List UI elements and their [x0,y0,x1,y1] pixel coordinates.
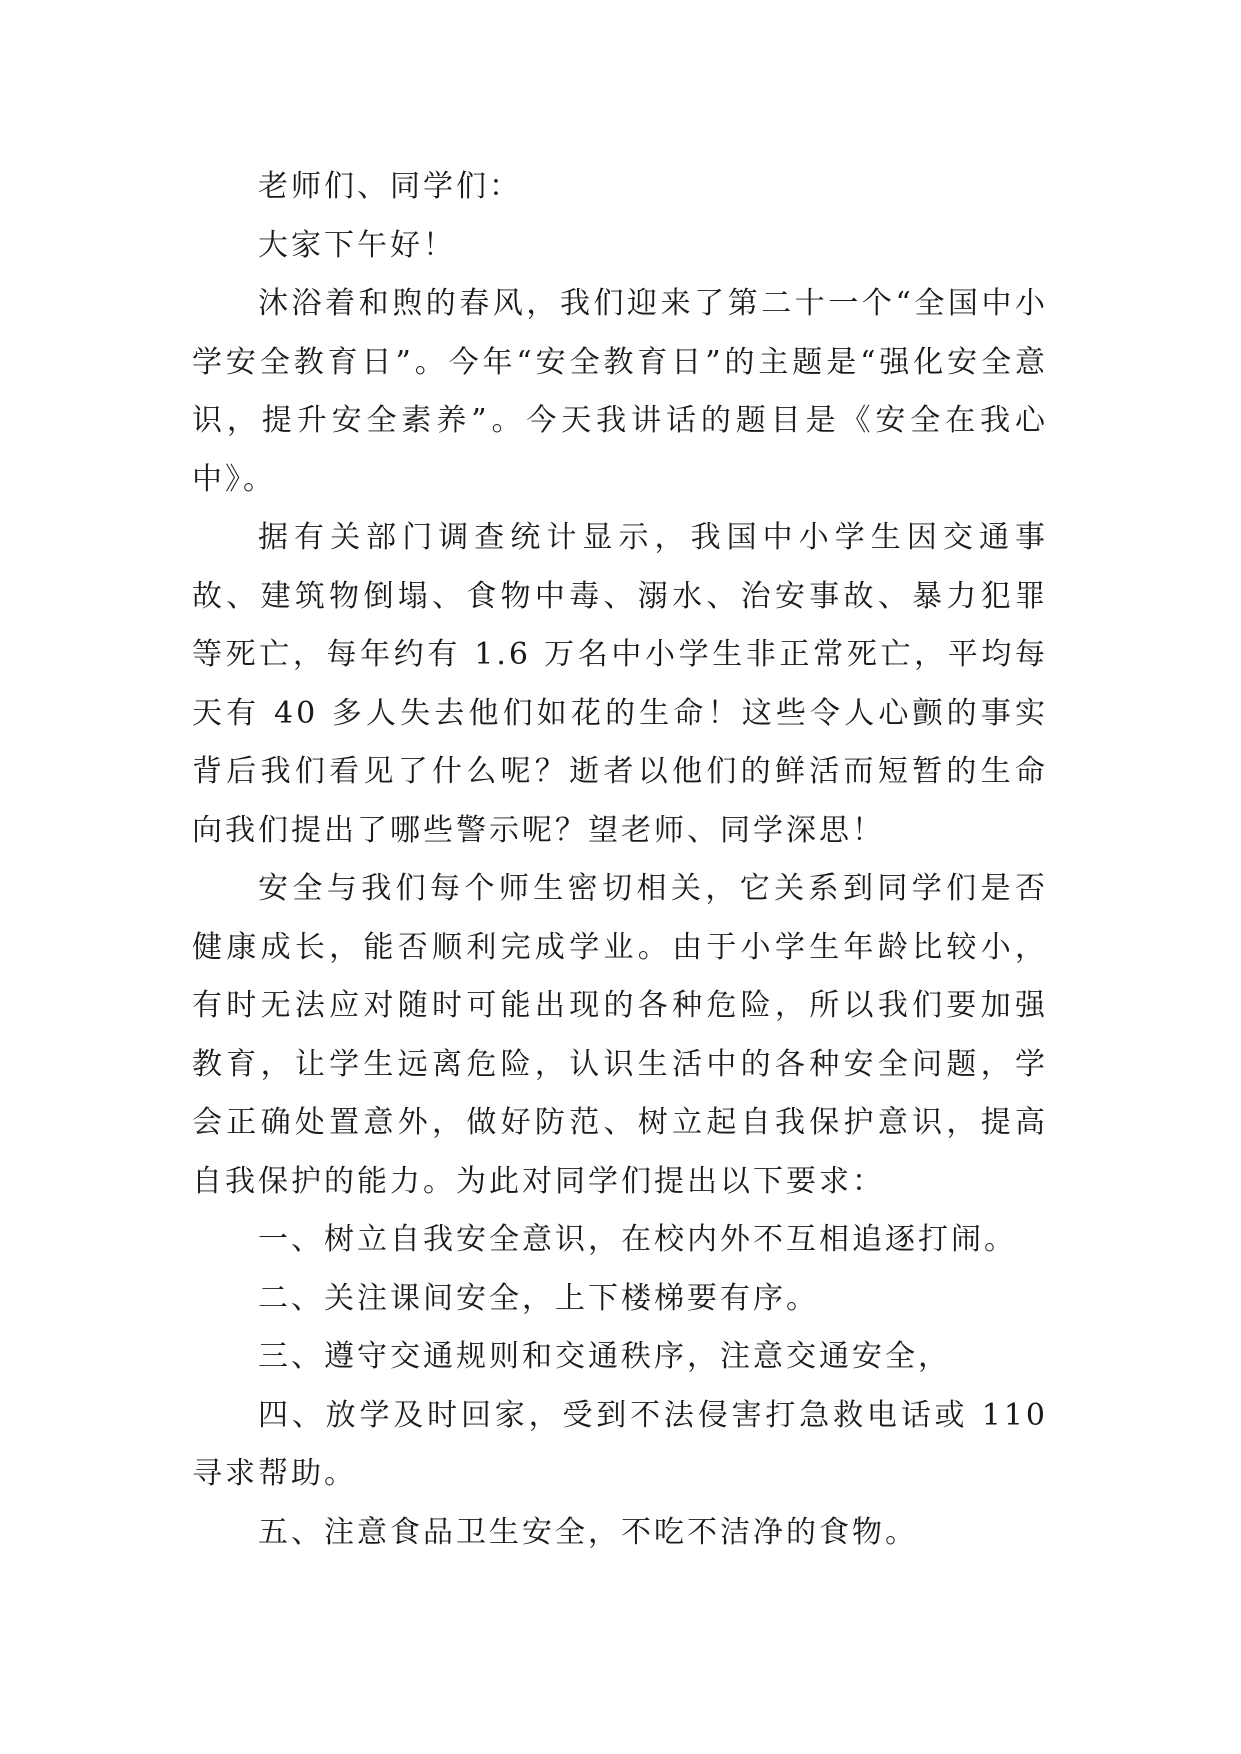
requirement-item-3: 三、遵守交通规则和交通秩序，注意交通安全， [258,1339,951,1374]
paragraph-greeting: 老师们、同学们： [258,169,522,204]
paragraph-salutation: 大家下午好！ [258,227,456,263]
requirement-item-4: 四、放学及时回家，受到不法侵害打急救电话或 110 寻求帮助。 [192,1397,1048,1491]
paragraph-statistics: 据有关部门调查统计显示，我国中小学生因交通事故、建筑物倒塌、食物中毒、溺水、治安事故、暴力犯罪等死亡，每年约有 1.6 万名中小学生非正常死亡，平均每天有 40 多人失去他们如花的生命！这些令人心颤的事实背后我们看见了什么呢？逝者以他们的鲜活而短暂的生命向我们提出了哪些警示呢？望老师、同学深思！ [192,520,1048,848]
requirement-item-2: 二、关注课间安全，上下楼梯要有序。 [258,1280,819,1316]
requirement-item-5: 五、注意食品卫生安全，不吃不洁净的食物。 [258,1514,918,1550]
requirement-item-1: 一、树立自我安全意识，在校内外不互相追逐打闹。 [258,1222,1017,1257]
document-body [192,158,1048,1562]
paragraph-importance: 安全与我们每个师生密切相关，它关系到同学们是否健康成长，能否顺利完成学业。由于小学生年龄比较小，有时无法应对随时可能出现的各种危险，所以我们要加强教育，让学生远离危险，认识生活中的各种安全问题，学会正确处置意外，做好防范、树立起自我保护意识，提高自我保护的能力。为此对同学们提出以下要求： [192,871,1048,1199]
paragraph-intro: 沐浴着和煦的春风，我们迎来了第二十一个“全国中小学安全教育日”。今年“安全教育日”的主题是“强化安全意识，提升安全素养”。今天我讲话的题目是《安全在我心中》。 [192,286,1048,497]
